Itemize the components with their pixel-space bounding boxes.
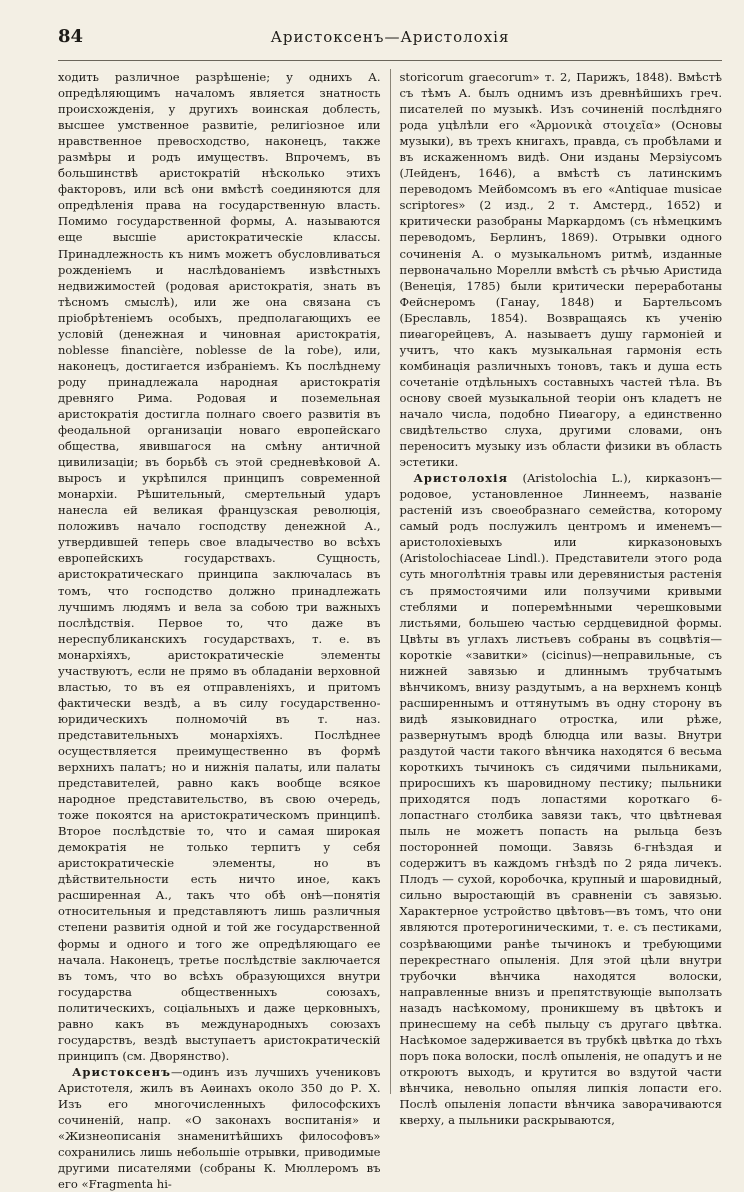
text-columns <box>58 69 722 1192</box>
page-number: 84 <box>58 26 84 47</box>
entry-text: (Aristolochia L.), кирказонъ—родовое, установленное Линнеемъ, названіе растеній изъ своеобразнаго семейства, которому самый родъ послужилъ центромъ и именемъ—аристолохіевыхъ или кирказоновыхъ (Aristolochiaceae Lindl.). Представители этого рода суть многолѣтнія травы или деревянистыя растенія съ прямостоячими или ползучими кривыми стеблями и поперемѣнными черешковыми листьями, большею частью сердцевидной формы. Цвѣты въ углахъ листьевъ собраны въ соцвѣтія—короткіе «завитки» (cicinus)—неправильные, съ нижней завязью и длиннымъ трубчатымъ вѣнчикомъ, внизу раздутымъ, а на верхнемъ концѣ расширеннымъ и оттянутымъ въ одну сторону въ видѣ языковиднаго отростка, или рѣже, развернутымъ вродѣ блюдца или вазы. Внутри раздутой части такого вѣнчика находятся 6 весьма короткихъ тычинокъ съ сидячими пыльниками, приросшихъ къ шаровидному пестику; пыльники приходятся подъ лопастями короткаго 6-лопастнаго столбика завязи такъ, что цвѣтневая пыль не можетъ попасть на рыльца безъ посторонней помощи. Завязь 6-гнѣздая и содержитъ въ каждомъ гнѣздѣ по 2 ряда личекъ. Плодъ — сухой, коробочка, крупный и шаровидный, сильно выростающій въ сравненіи съ завязью. Характерное устройство цвѣтовъ—въ томъ, что они являются протерогиническими, т. е. съ пестиками, созрѣвающими ранѣе тычинокъ и требующими перекрестнаго опыленія. Для этой цѣли внутри трубочки вѣнчика находятся волоски, направленные внизъ и препятствующіе выползать назадъ насѣкомому, проникшему въ цвѣтокъ и принесшему на себѣ пыльцу съ другаго цвѣтка. Насѣкомое задерживается въ трубкѣ цвѣтка до тѣхъ поръ пока волоски, послѣ опыленія, не опадутъ и не откроютъ выходъ, и крутится во вздутой части вѣнчика, невольно опыляя липкія лопасти его. Послѣ опыленія лопасти вѣнчика заворачиваются кверху, а пыльники раскрываются, <box>399 471 722 1128</box>
entry-aristolochia <box>400 470 723 1128</box>
running-title: Аристоксенъ—Аристолохія <box>270 28 510 46</box>
right-column <box>399 69 723 1128</box>
entry-headword: Аристолохія <box>413 471 509 486</box>
entry-text: —одинъ изъ лучшихъ учениковъ Аристотеля, жилъ въ Аѳинахъ около 350 до Р. Х. Изъ его многочисленныхъ философскихъ сочиненій, напр. «О законахъ воспитанія» и «Жизнеописанія знаменитѣйшихъ философовъ» сохранились лишь небольшіе отрывки, приводимые другими писателями (собраны К. Мюллеромъ въ его «Fragmenta hi- <box>58 1064 381 1192</box>
left-column <box>58 69 381 1192</box>
paragraph: ходить различное разрѣшеніе; у однихъ А. опредѣляющимъ началомъ является знатность происхожденія, у другихъ воинская доблесть, высшее умственное развитіе, религіозное или нравственное превосходство, наконецъ, также размѣры и родъ имуществъ. Впрочемъ, въ большинствѣ аристократій нѣсколько этихъ факторовъ, или всѣ они вмѣстѣ соединяются для опредѣленія права на государственную власть. Помимо государственной формы, А. называются еще высшіе аристократическіе классы. Принадлежность къ нимъ можетъ обусловливаться рожденіемъ и наслѣдованіемъ извѣстныхъ недвижимостей (родовая аристократія, знать въ тѣсномъ смыслѣ), или же она связана съ пріобрѣтеніемъ особыхъ, предполагающихъ ее условій (денежная и чиновная аристократія, noblesse financière, noblesse de la robe), или, наконецъ, достигается избраніемъ. Къ послѣднему роду принадлежала народная аристократія древняго Рима. Родовая и поземельная аристократія достигла полнаго своего развитія въ феодальной организаціи новаго европейскаго общества, явившагося на смѣну античной цивилизаціи; въ борьбѣ съ этой средневѣковой А. выросъ и укрѣпился принципъ современной монархіи. Рѣшительный, смертельный ударъ нанесла ей великая французская революція, положивъ начало господству денежной А., утвердившей теперь свое владычество во всѣхъ европейскихъ государствахъ. Сущность, аристократическаго принципа заключалась въ томъ, что господство должно принадлежать лучшимъ людямъ и вела за собою три важныхъ послѣдствія. Первое то, что даже въ нереспубликанскихъ государствахъ, т. е. въ монархіяхъ, аристократическіе элементы участвуютъ, если не прямо въ обладаніи верховной властью, то въ ея отправленіяхъ, и притомъ фактически вездѣ, а въ силу государственно-юридическихъ полномочій въ т. наз. представительныхъ монархіяхъ. Послѣднее осуществляется преимущественно въ формѣ верхнихъ палатъ; но и нижнія палаты, или палаты представителей, равно какъ вообще всякое народное представительство, въ свою очередь, тоже покоятся на аристократическомъ принципѣ. Второе послѣдствіе то, что и самая широкая демократія не только терпитъ у себя аристократическіе элементы, но въ дѣйствительности есть ничто иное, какъ расширенная А., такъ что обѣ онѣ—понятія относительныя и представляютъ лишь различныя степени развитія одной и той же государственной формы и одного и того же опредѣляющаго ее начала. Наконецъ, третье послѣдствіе заключается въ томъ, что во всѣхъ образующихся внутри государства общественныхъ союзахъ, политическихъ, соціальныхъ и даже церковныхъ, равно какъ въ международныхъ союзахъ государствъ, вездѣ выступаетъ аристократическій принципъ (см. Дворянство). <box>58 70 381 1063</box>
entry-headword: Аристоксенъ <box>72 1064 171 1079</box>
paragraph: storicorum graecorum» т. 2, Парижъ, 1848). Вмѣстѣ съ тѣмъ А. былъ однимъ изъ древнѣйшихъ греч. писателей по музыкѣ. Изъ сочиненій послѣдняго рода уцѣлѣли его «Ἁρμονικὰ στοιχεῖα» (Основы музыки), въ трехъ книгахъ, правда, съ пробѣлами и въ искаженномъ видѣ. Они изданы Мерзіусомъ (Лейденъ, 1646), а вмѣстѣ съ латинскимъ переводомъ Мейбомсомъ въ его «Antiquae musicae scriptores» (2 изд., 2 т. Амстерд., 1652) и критически разобраны Маркардомъ (съ нѣмецкимъ переводомъ, Берлинъ, 1869). Отрывки одного сочиненія А. о музыкальномъ ритмѣ, изданные первоначально Морелли вмѣстѣ съ рѣчью Аристида (Венеція, 1785) были критически переработаны Фейснеромъ (Ганау, 1848) и Бартельсомъ (Бреславль, 1854). Возвращаясь къ ученію пиѳагорейцевъ, А. называетъ душу гармоніей и учитъ, что какъ музыкальная гармонія есть комбинація различныхъ тоновъ, такъ и душа есть сочетаніе отдѣльныхъ составныхъ частей тѣла. Въ основу своей музыкальной теоріи онъ кладетъ не начало числа, подобно Пиѳагору, а единственно свидѣтельство слуха, другими словами, онъ переноситъ музыку изъ области физики въ область эстетики. <box>399 70 722 470</box>
entry-aristoxenus <box>58 1064 381 1192</box>
page-header <box>58 26 722 61</box>
column-divider <box>390 69 391 1094</box>
